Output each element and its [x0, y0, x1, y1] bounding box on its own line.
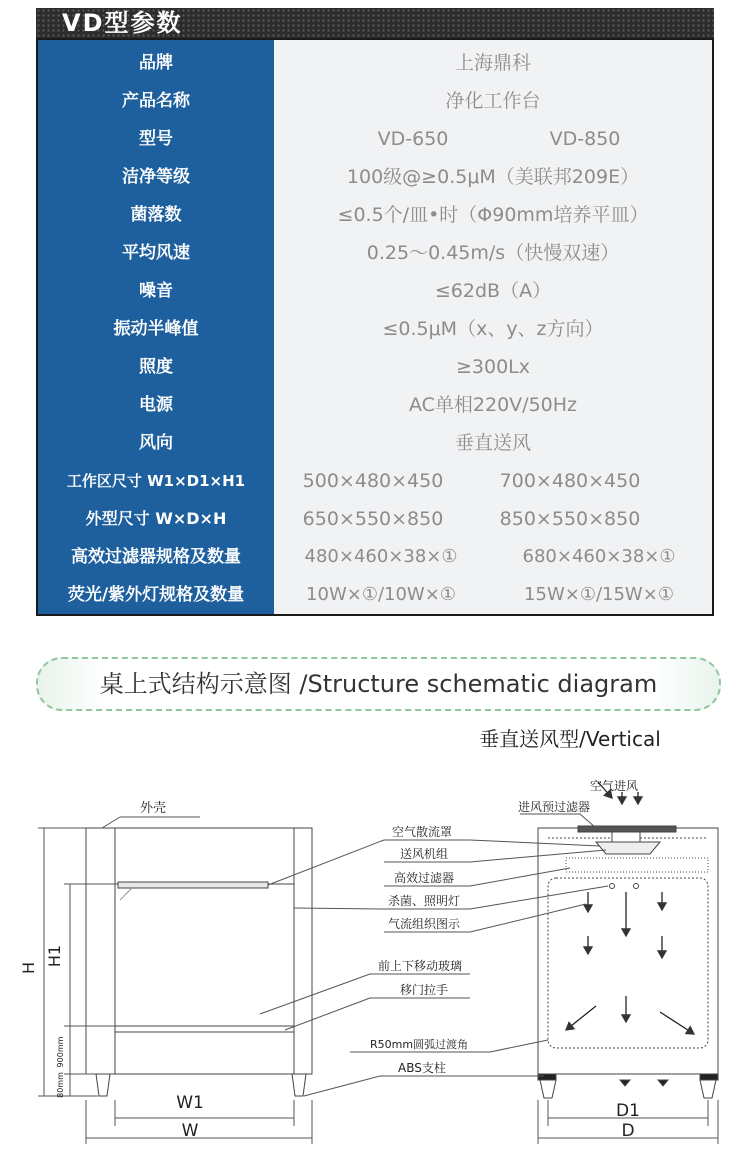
dim-label-w1: W1: [176, 1093, 204, 1113]
table-row: [38, 538, 712, 576]
airflow-arrows: [566, 782, 694, 1034]
param-label: 噪音: [139, 281, 173, 301]
lamp-dot-1: [610, 884, 615, 889]
dim-label-d: D: [621, 1121, 635, 1141]
table-row: [38, 196, 712, 234]
label-glass: 前上下移动玻璃: [378, 959, 463, 973]
param-label: 型号: [139, 129, 173, 149]
param-value: 0.25～0.45m/s（快慢双速）: [366, 242, 620, 264]
table-row: [38, 576, 712, 614]
side-shell-outline: [538, 828, 718, 1074]
param-value-650: 650×550×850: [302, 508, 444, 530]
dim-label-w: W: [181, 1121, 199, 1141]
lamp-dot-2: [634, 884, 639, 889]
side-leg-left: [540, 1080, 556, 1098]
param-label: 高效过滤器规格及数量: [71, 547, 241, 567]
param-value: 上海鼎科: [454, 52, 531, 74]
hepa-filter: [566, 858, 708, 872]
side-view: [538, 826, 718, 1098]
param-label: 照度: [139, 357, 173, 377]
dim-label-h1: H1: [45, 944, 64, 968]
dim-label-80: 80mm: [56, 1072, 65, 1098]
label-handle: 移门拉手: [400, 983, 449, 997]
label-prefilter: 进风预过滤器: [518, 800, 591, 814]
param-value: 垂直送风: [454, 432, 531, 454]
param-label: 振动半峰值: [113, 319, 199, 339]
section-banner: [36, 657, 721, 711]
label-lamp: 杀菌、照明灯: [388, 894, 461, 908]
spec-table: [36, 38, 714, 616]
leader-shell: [102, 817, 120, 828]
param-label: 洁净等级: [122, 167, 190, 187]
label-fan: 送风机组: [400, 847, 449, 861]
label-air-in: 空气进风: [590, 779, 639, 793]
param-value-650: 10W×①/10W×①: [306, 584, 456, 605]
table-row: [38, 158, 712, 196]
table-row: [38, 82, 712, 120]
table-row: [38, 234, 712, 272]
dim-label-h: H: [19, 961, 38, 975]
foot-right: [700, 1074, 718, 1080]
param-value-850: VD-850: [549, 128, 621, 150]
label-hepa: 高效过滤器: [394, 871, 455, 885]
param-value-650: 480×460×38×①: [304, 546, 458, 567]
param-value-650: VD-650: [377, 128, 449, 150]
front-leg-left: [96, 1074, 110, 1096]
label-airflow: 气流组织图示: [388, 917, 461, 931]
param-value-850: 680×460×38×①: [522, 546, 676, 567]
param-label: 平均风速: [122, 243, 190, 263]
param-value: 100级@≥0.5μM（美联邦209E）: [346, 166, 640, 188]
foot-left: [538, 1074, 556, 1080]
label-diffuser: 空气散流罩: [392, 825, 453, 839]
lamp-tube: [118, 882, 268, 888]
diagram-subtitle: 垂直送风型/Vertical: [479, 727, 661, 751]
dim-label-900: 900mm: [56, 1036, 65, 1068]
param-label: 工作区尺寸 W1×D1×H1: [66, 472, 246, 490]
param-label: 产品名称: [122, 91, 190, 111]
param-value: AC单相220V/50Hz: [408, 394, 578, 416]
front-shell-outline: [86, 828, 312, 1074]
param-value: ≥300Lx: [455, 356, 530, 378]
label-shell: 外壳: [140, 801, 167, 816]
param-value: ≤0.5μM（x、y、z方向）: [382, 318, 604, 340]
table-row: [38, 424, 712, 462]
param-label: 外型尺寸 W×D×H: [85, 509, 227, 528]
section-title: VD型参数: [62, 9, 183, 37]
table-row: [38, 120, 712, 158]
table-row: [38, 272, 712, 310]
param-value-650: 500×480×450: [302, 470, 444, 492]
fan-unit: [596, 842, 660, 854]
param-label: 电源: [139, 395, 173, 415]
work-chamber: [548, 878, 708, 1048]
param-value: 净化工作台: [445, 90, 541, 112]
param-label: 荧光/紫外灯规格及数量: [67, 585, 245, 605]
param-value: ≤0.5个/皿•时（Φ90mm培养平皿）: [337, 204, 649, 226]
dim-label-d1: D1: [616, 1101, 640, 1121]
label-leg: ABS支柱: [398, 1061, 446, 1075]
banner-title: 桌上式结构示意图 /Structure schematic diagram: [99, 670, 658, 698]
prefilter-plate: [578, 826, 676, 832]
table-row: [38, 310, 712, 348]
table-row: [38, 500, 712, 538]
param-label: 风向: [139, 433, 173, 453]
param-value-850: 700×480×450: [499, 470, 641, 492]
front-leg-right: [292, 1074, 306, 1096]
param-label: 品牌: [139, 53, 173, 73]
table-row: [38, 462, 712, 500]
param-value-850: 850×550×850: [499, 508, 641, 530]
label-corner: R50mm圆弧过渡角: [370, 1038, 469, 1051]
table-row: [38, 348, 712, 386]
side-leg-right: [700, 1080, 716, 1098]
param-value: ≤62dB（A）: [434, 280, 552, 302]
front-dimensions: [38, 828, 312, 1144]
structure-diagram: [0, 760, 750, 1170]
fan-box: [612, 832, 640, 842]
table-row: [38, 386, 712, 424]
glass-highlight: [120, 888, 132, 900]
param-label: 菌落数: [130, 205, 182, 225]
table-row: [38, 44, 712, 82]
param-value-850: 15W×①/15W×①: [524, 584, 674, 605]
front-view: [86, 828, 312, 1096]
